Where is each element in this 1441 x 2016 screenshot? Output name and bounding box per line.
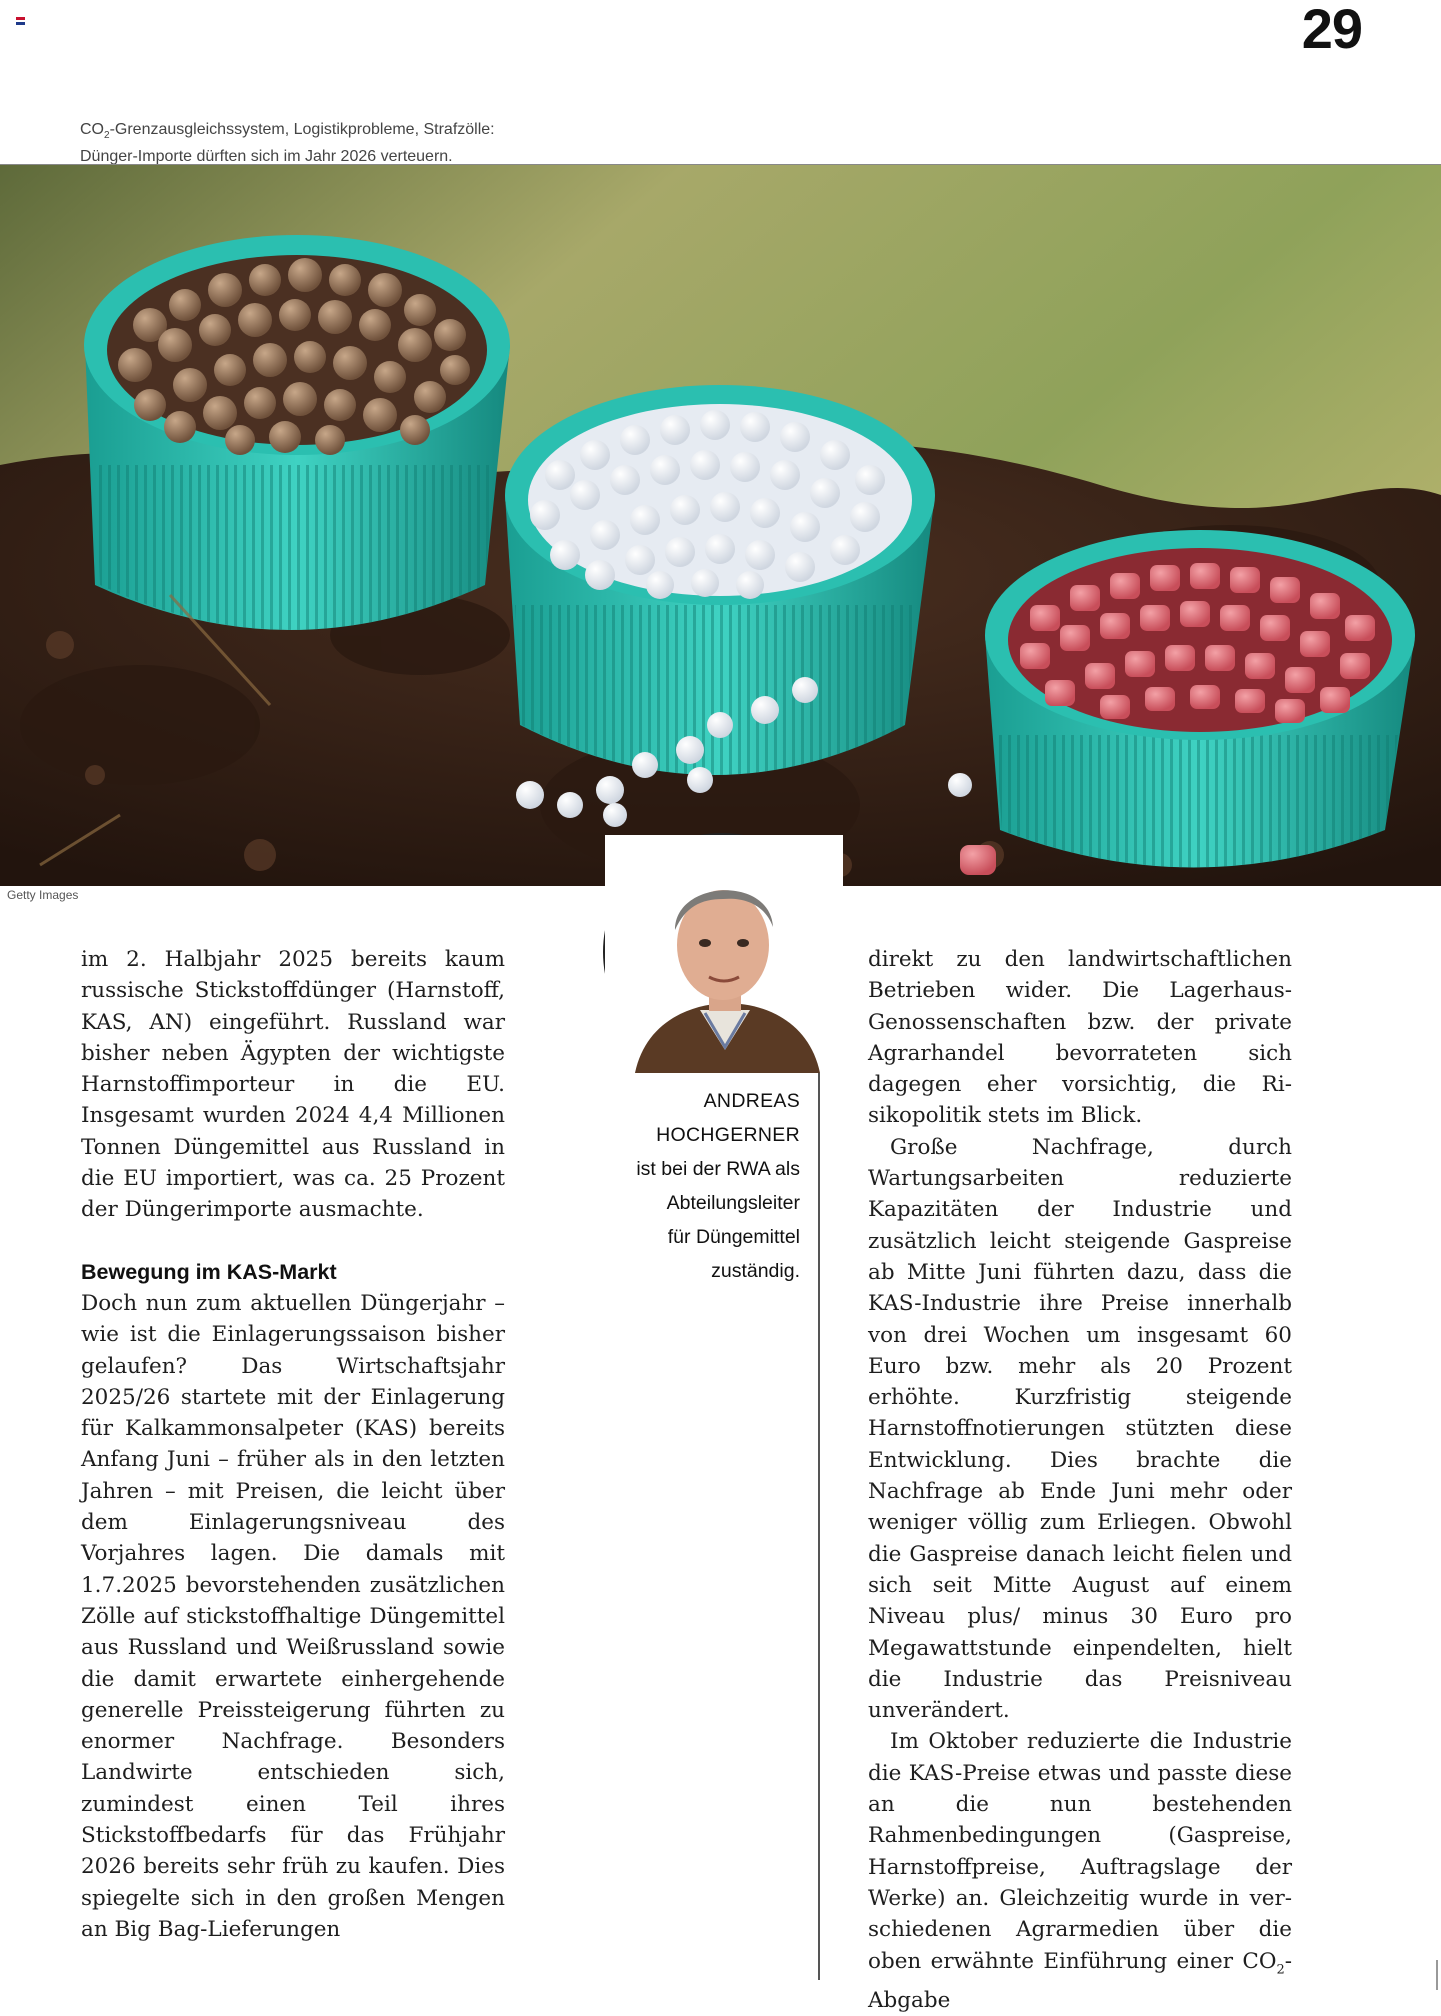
left-paragraph-2: Doch nun zum aktuellen Düngerjahr – wie ist die Einlagerungssaison bisher gelaufen? Das Wirtschaftsjahr 2025/26 startete mit der Einlagerung für Kalkammonsalpeter (KAS) bereits Anfang Juni – früher als in den letzten Jahren – mit Preisen, die leicht über dem Einlagerungsniveau des Vorjahres lagen. Die damals mit 1.7.2025 bevorstehenden zusätzlichen Zölle auf stickstoffhaltige Düngemittel aus Russland und Weißrussland sowie die damit erwartete einhergehende generelle Preissteigerung führten zu enormer Nachfrage. Besonders Landwirte entschieden sich, zumindest einen Teil ihres Stickstoffbedarfs für das Frühjahr 2026 bereits sehr früh zu kaufen. Dies spiegelte sich in den großen Mengen an Big Bag-Lieferungen [81,1290,505,1942]
photo-caption [80,119,600,167]
left-paragraph-1: im 2. Halbjahr 2025 bereits kaum russische Stickstoffdünger (Harnstoff, KAS, AN) eingeführt. Russland war bisher neben Ägypten der wichtigste Harnstoffimporteur in die EU. Insgesamt wurden 2024 4,4 Millionen Tonnen Düngemittel aus Russland in die EU importiert, was ca. 25 Prozent der Düngerimporte ausmachte. [81,947,505,1223]
person-role-line3: für Düngemittel [667,1226,800,1248]
right-paragraph-3-end: -Abgabe [868,1948,1292,2014]
caption-line1-rest: -Grenzausgleichssystem, Logistikprobleme, Strafzölle: [109,121,495,138]
subheading: Bewegung im KAS-Markt [81,1259,337,1284]
column-divider [818,1020,820,1980]
person-name-line1: ANDREAS [703,1090,800,1112]
person-role-line4: zuständig. [711,1260,800,1282]
person-name-line2: HOCHGERNER [656,1124,800,1146]
edge-tick [1436,1960,1438,1990]
photo-credit: Getty Images [7,888,79,902]
hero-photo-fertilizer [0,164,1441,885]
co2-sub: 2 [1276,1961,1285,1977]
caption-co: CO [80,121,104,138]
flag-icon [16,17,25,25]
article-column-right [868,944,1292,2016]
right-paragraph-2: Große Nachfrage, durch Wartungsarbeiten reduzierte Kapazitäten der Industrie und zusätzlich leicht steigende Gaspreise ab Mitte Juni führten dazu, dass die KAS-Industrie ihre Preise innerhalb von drei Wochen um insgesamt 60 Euro bzw. mehr als 20 Prozent erhöhte. Kurzfristig steigende Harnstoffnotierungen stützten diese Entwicklung. Dies brachte die Nachfrage ab Ende Juni mehr oder weniger völlig zum Erliegen. Obwohl die Gaspreise danach leicht fielen und sich seit Mitte August auf einem Niveau plus/ minus 30 Euro pro Megawattstunde einpendelten, hielt die Industrie das Preisniveau unverändert. [868,1134,1292,1724]
caption-sub: 2 [104,130,110,142]
portrait-photo [603,833,841,1071]
portrait-caption [600,1084,800,1288]
page-number: 29 [1301,0,1362,60]
article-column-left [81,944,505,1945]
person-role-line1: ist bei der RWA als [636,1158,800,1180]
right-paragraph-1: direkt zu den landwirtschaftlichen Betrieben wider. Die Lagerhaus-Genossenschaften bzw. der private Agrarhandel bevorrateten sich dagegen eher vorsichtig, die Risikopolitik stets im Blick. [868,947,1292,1129]
caption-line2: Dünger-Importe dürften sich im Jahr 2026 verteuern. [80,148,453,166]
right-paragraph-3 [868,1726,1292,2016]
right-paragraph-3-text: Im Oktober reduzierte die Industrie die KAS-Preise etwas und passte diese an die nun bestehenden Rahmenbedingungen (Gaspreise, Harnstoffpreise, Auftragslage der Werke) an. Gleichzeitig wurde in verschiedenen Agrarmedien über die oben erwähnte Einführung einer CO [868,1729,1292,1974]
person-role-line2: Abteilungsleiter [666,1192,800,1214]
